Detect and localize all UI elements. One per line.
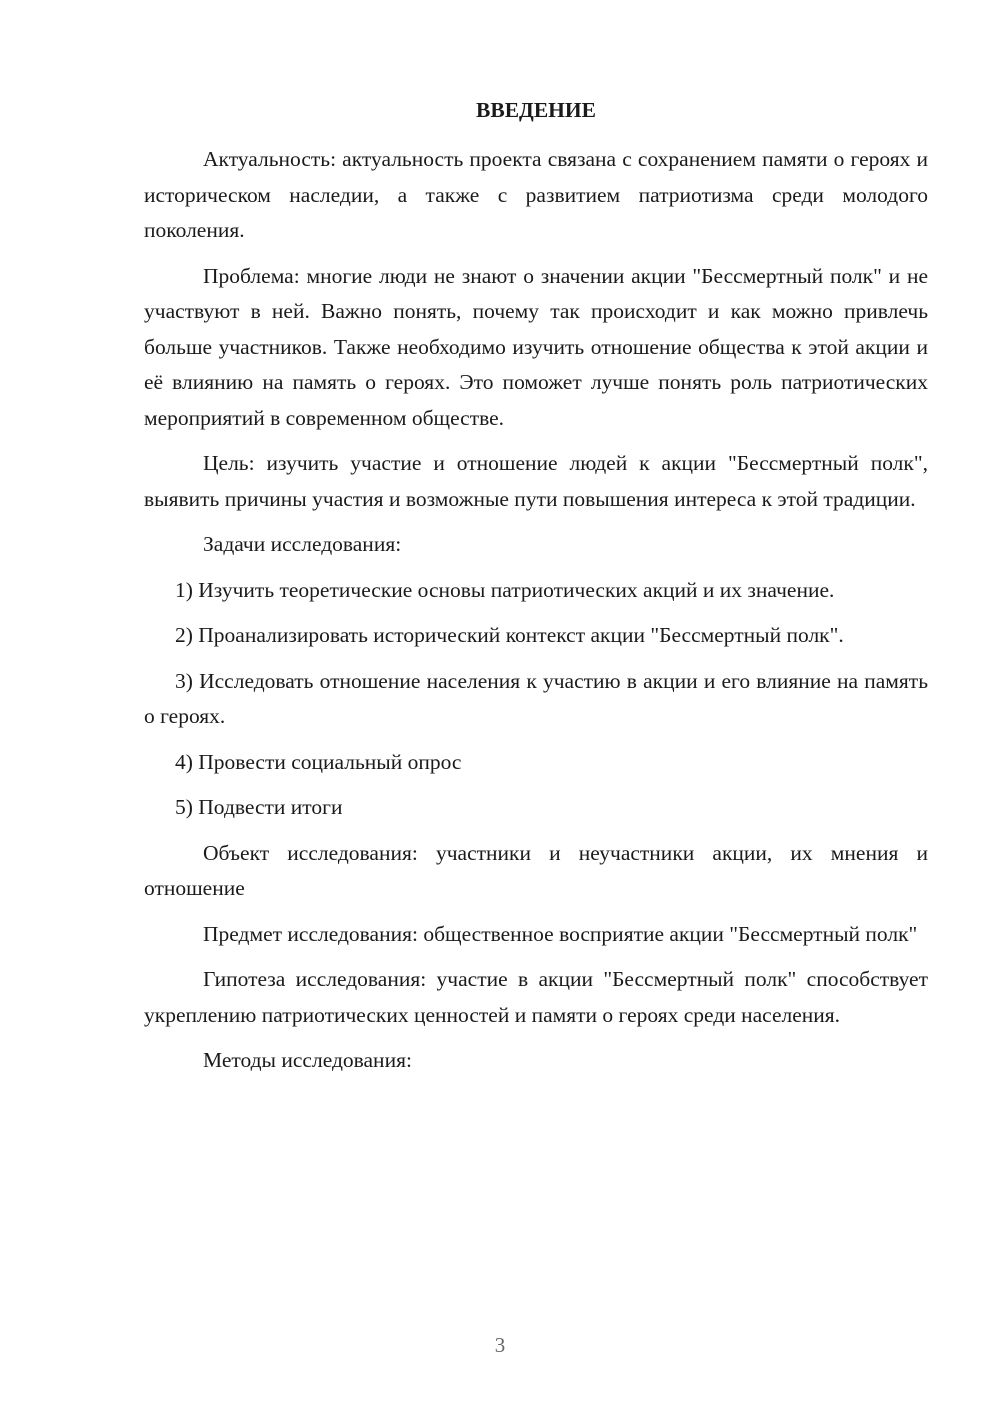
paragraph-object: Объект исследования: участники и неучастники акции, их мнения и отношение [144, 840, 928, 900]
paragraph-tasks-heading: Задачи исследования: [203, 532, 402, 556]
paragraph-subject: Предмет исследования: общественное восприятие акции "Бессмертный полк" [203, 921, 918, 946]
task-item: 3) Исследовать отношение населения к участию в акции и его влияние на память о героях. [144, 668, 928, 728]
task-item: 2) Проанализировать исторический контекст акции "Бессмертный полк". [175, 623, 844, 647]
paragraph-hypothesis: Гипотеза исследования: участие в акции "Бессмертный полк" способствует укреплению патриотических ценностей и памяти о героях среди населения. [144, 967, 928, 1027]
paragraph-methods-heading: Методы исследования: [203, 1048, 412, 1072]
paragraph-goal: Цель: изучить участие и отношение людей к акции "Бессмертный полк", выявить причины участия и возможные пути повышения интереса к этой традиции. [144, 451, 928, 511]
page-number: 3 [494, 1333, 506, 1357]
document-page [144, 94, 928, 1089]
paragraph-relevance: Актуальность: актуальность проекта связана с сохранением памяти о героях и историческом наследии, а также с развитием патриотизма среди молодого поколения. [144, 147, 928, 242]
task-item: 4) Провести социальный опрос [175, 749, 462, 774]
paragraph-problem: Проблема: многие люди не знают о значении акции "Бессмертный полк" и не участвуют в ней. Важно понять, почему так происходит и как можно привлечь больше участников. Также необходимо изучить отношение общества к этой акции и её влиянию на память о героях. Это поможет лучше понять роль патриотических мероприятий в современном обществе. [144, 263, 928, 430]
task-item: 5) Подвести итоги [175, 795, 343, 819]
document-title: ВВЕДЕНИЕ [476, 98, 596, 122]
task-item: 1) Изучить теоретические основы патриотических акций и их значение. [175, 577, 835, 602]
